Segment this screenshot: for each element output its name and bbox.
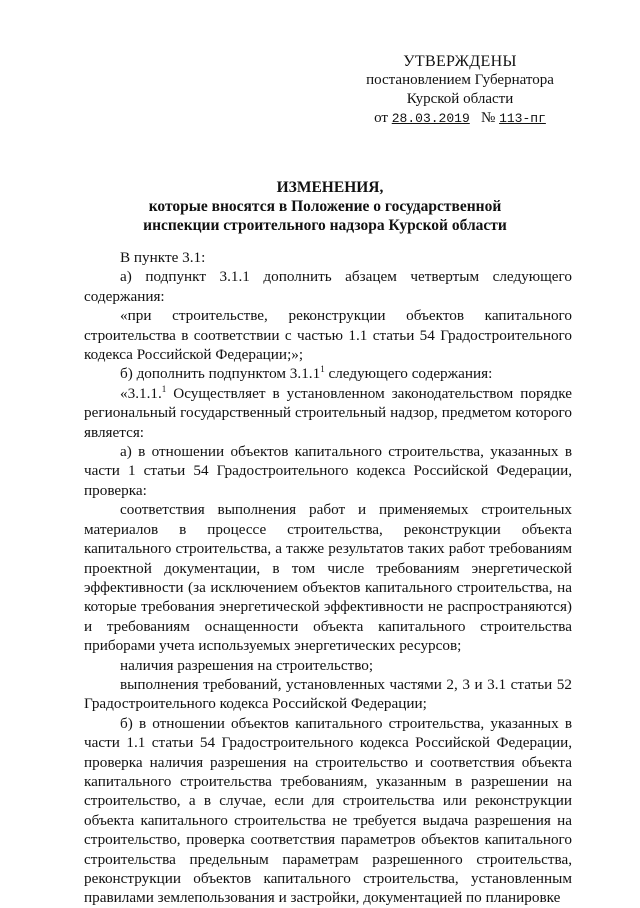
- date-prefix: от: [374, 110, 388, 126]
- superscript: 1: [161, 383, 167, 394]
- approval-date: 28.03.2019: [391, 111, 470, 126]
- superscript: 1: [320, 364, 325, 375]
- paragraph-9: выполнения требований, установленных частями 2, 3 и 3.1 статьи 52 Градостроительного кодекса Российской Федерации;: [84, 675, 572, 713]
- paragraph-2: а) подпункт 3.1.1 дополнить абзацем четвертым следующего содержания:: [84, 268, 572, 305]
- heading-title: ИЗМЕНЕНИЯ,: [276, 179, 384, 196]
- paragraph-4: б) дополнить подпунктом 3.1.1$^1$ следующего содержания:: [120, 364, 493, 383]
- paragraph-10: б) в отношении объектов капитального строительства, указанных в части 1.1 статьи 54 Градостроительного кодекса Российской Федерации, проверка наличия разрешения на строительство и соответствия объекта капитального строительства требованиям, указанным в разрешении на строительство, а в случае, если для строительства или реконструкции объекта капитального строительства не требуется выдача разрешения на строительство, проверка соответствия параметров объектов капитального строительства предельным параметрам разрешенного строительства, реконструкции объектов капитального строительства, установленным правилами землепользования и застройки, документацией по планировке: [84, 714, 572, 907]
- paragraph-3: «при строительстве, реконструкции объектов капитального строительства в соответствии с частью 1.1 статьи 54 Градостроительного кодекса Российской Федерации;»;: [84, 307, 572, 364]
- approval-date-line: [340, 109, 580, 128]
- number-prefix: №: [481, 110, 496, 126]
- heading-subtitle: которые вносятся в Положение о государственной инспекции строительного надзора Курской области: [143, 198, 507, 234]
- approval-block: [340, 52, 580, 128]
- paragraph-8: наличия разрешения на строительство;: [120, 656, 374, 674]
- approval-title: УТВЕРЖДЕНЫ: [403, 53, 517, 70]
- paragraph-7: соответствия выполнения работ и применяемых строительных материалов в процессе строительства, реконструкции объекта капитального строительства, а также результатов таких работ требованиям проектной документации, в том числе требованиям энергетической эффективности (за исключением объектов капитального строительства, на которые требования энергетической эффективности не распространяются) и требованиям оснащенности объекта капитального строительства приборами учета используемых энергетических ресурсов;: [84, 501, 572, 655]
- approval-number: 113-пг: [499, 111, 546, 126]
- paragraph-6: а) в отношении объектов капитального строительства, указанных в части 1 статьи 54 Градостроительного кодекса Российской Федерации, проверка:: [84, 443, 572, 499]
- document-body: [84, 248, 572, 908]
- paragraph-1: В пункте 3.1:: [120, 249, 206, 266]
- approval-line-2: Курской области: [406, 91, 514, 107]
- paragraph-5: «3.1.1.$^1$ Осуществляет в установленном законодательством порядке региональный государственный строительный надзор, предметом которого является:: [84, 383, 572, 441]
- approval-line-1: постановлением Губернатора: [366, 72, 554, 88]
- document-heading: [100, 178, 560, 235]
